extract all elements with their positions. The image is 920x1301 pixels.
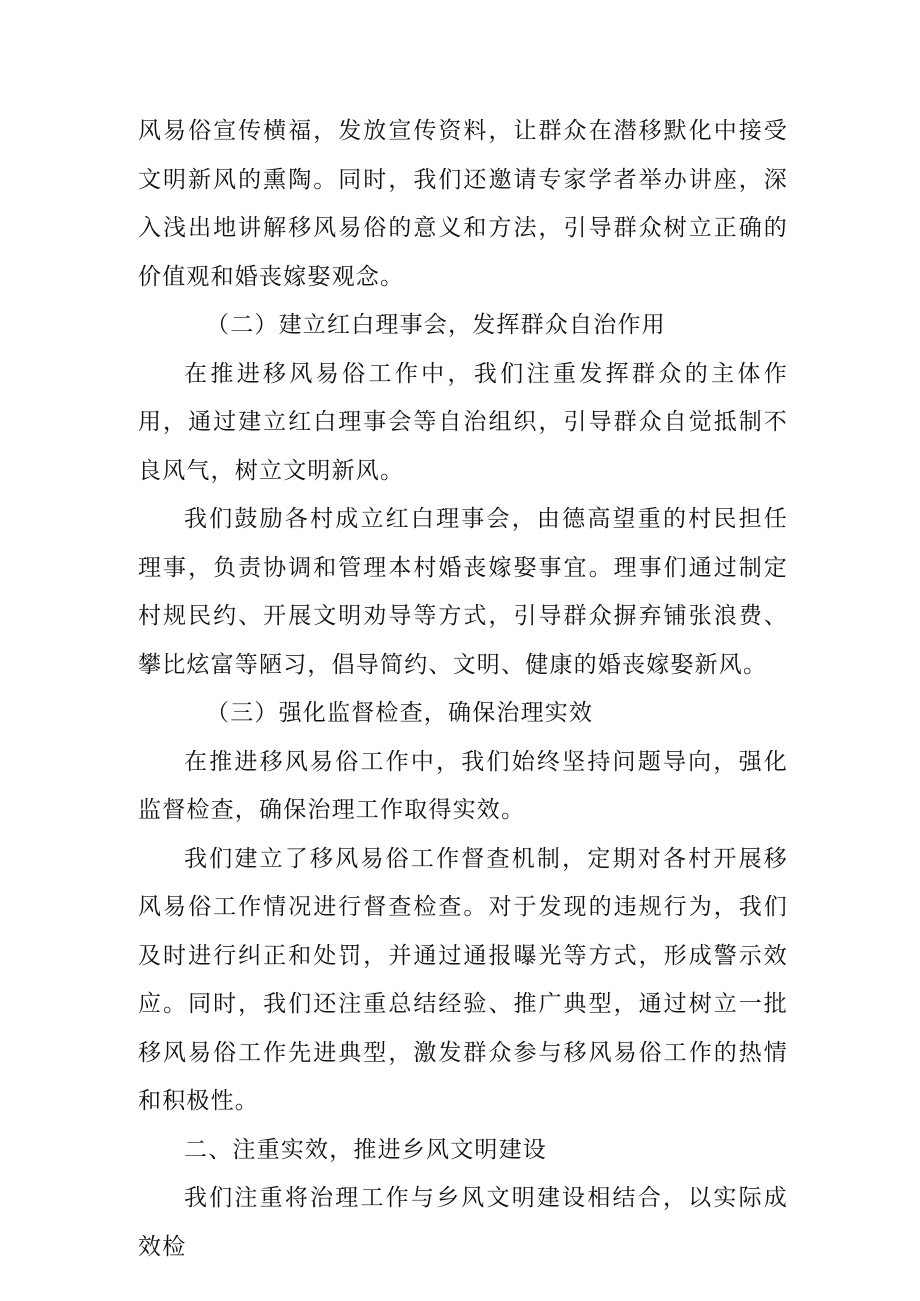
body-paragraph: 在推进移风易俗工作中，我们注重发挥群众的主体作用，通过建立红白理事会等自治组织，引导群众自觉抵制不良风气，树立文明新风。: [138, 360, 788, 484]
body-paragraph: 我们建立了移风易俗工作督查机制，定期对各村开展移风易俗工作情况进行督查检查。对于发现的违规行为，我们及时进行纠正和处罚，并通过通报曝光等方式，形成警示效应。同时，我们还注重总结经验、推广典型，通过树立一批移风易俗工作先进典型，激发群众参与移风易俗工作的热情和积极性。: [138, 845, 788, 1114]
section-subheading-2: （二）建立红白理事会，发挥群众自治作用: [206, 312, 666, 338]
paragraph-continued: 风易俗宣传横福，发放宣传资料，让群众在潜移默化中接受文明新风的熏陶。同时，我们还邀请专家学者举办讲座，深入浅出地讲解移风易俗的意义和方法，引导群众树立正确的价值观和婚丧嫁娶观念。: [138, 118, 788, 290]
document-page: [138, 107, 788, 1271]
section-heading-2: 二、注重实效，推进乡风文明建设: [184, 1136, 547, 1163]
body-paragraph: 在推进移风易俗工作中，我们始终坚持问题导向，强化监督检查，确保治理工作取得实效。: [138, 748, 788, 823]
body-paragraph-truncated: 我们注重将治理工作与乡风文明建设相结合，以实际成效检: [138, 1185, 788, 1260]
body-paragraph: 我们鼓励各村成立红白理事会，由德高望重的村民担任理事，负责协调和管理本村婚丧嫁娶事宜。理事们通过制定村规民约、开展文明劝导等方式，引导群众摒弃铺张浪费、攀比炫富等陋习，倡导简约、文明、健康的婚丧嫁娶新风。: [138, 506, 788, 678]
section-subheading-3: （三）强化监督检查，确保治理实效: [206, 700, 594, 726]
